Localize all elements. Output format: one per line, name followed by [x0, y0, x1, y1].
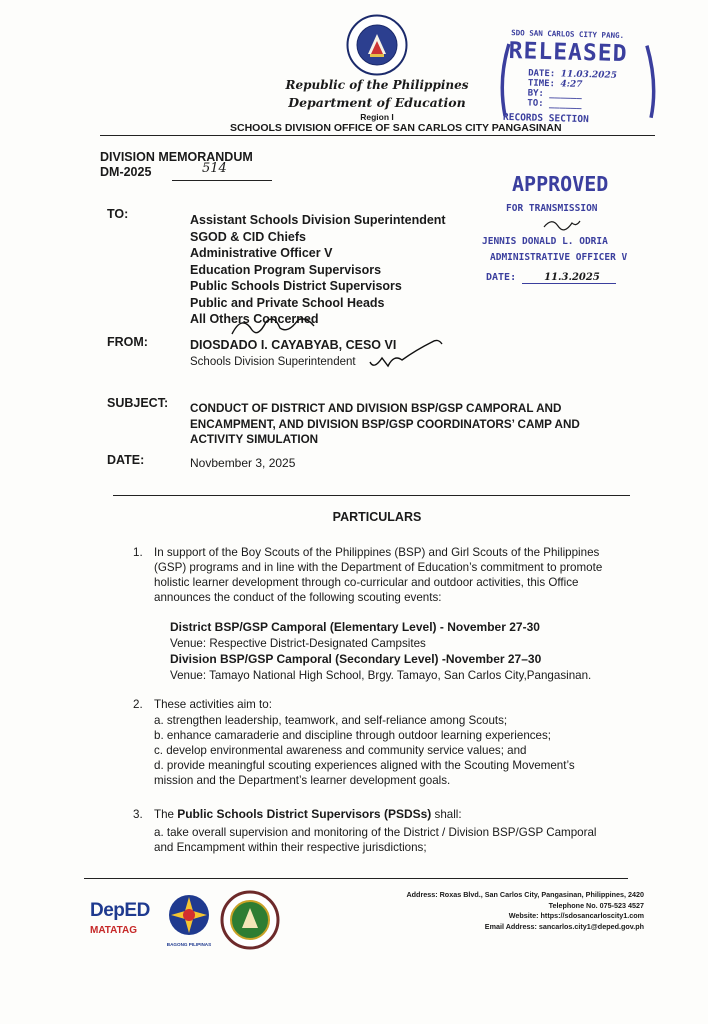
released-stamp: SDO SAN CARLOS CITY PANG. RELEASED DATE: 11.03.2025 TIME: 4:27 BY: ______ TO: ______ RECORDS SECTION: [495, 28, 673, 133]
duty-item: and Encampment within their respective jurisdictions;: [154, 841, 427, 854]
item-3-intro: [154, 807, 462, 822]
item-1-number: 1.: [133, 546, 143, 559]
deped-seal: [346, 14, 408, 76]
recipients-list: [190, 212, 446, 328]
event-2-venue: Venue: Tamayo National High School, Brgy. Tamayo, San Carlos City,Pangasinan.: [170, 669, 592, 682]
recipient: Assistant Schools Division Superintendent: [190, 213, 446, 227]
department-line: Department of Education: [288, 95, 466, 110]
aim-item: mission and the Department’s learner development goals.: [154, 774, 451, 787]
approved-name: JENNIS DONALD L. ODRIA: [482, 236, 608, 247]
memo-number-prefix: DM-2025: [100, 165, 152, 179]
matatag-text: MATATAG: [90, 925, 138, 936]
released-time-value: 4:27: [560, 79, 583, 90]
from-label: FROM:: [107, 335, 148, 349]
approved-date-value: 11.3.2025: [522, 272, 616, 284]
recipient: Education Program Supervisors: [190, 262, 382, 277]
office-line: SCHOOLS DIVISION OFFICE OF SAN CARLOS CITY PANGASINAN: [230, 122, 562, 134]
duty-item: a. take overall supervision and monitoring of the District / Division BSP/GSP Camporal: [154, 826, 597, 839]
particulars-heading: PARTICULARS: [332, 510, 422, 524]
released-date-value: 11.03.2025: [560, 69, 618, 81]
event-1-title: District BSP/GSP Camporal (Elementary Level) - November 27-30: [170, 620, 540, 634]
approved-title: APPROVED: [512, 172, 609, 196]
recipient: Public Schools District Supervisors: [190, 279, 402, 293]
memo-number-value: 514: [172, 161, 272, 181]
item-1-text: [154, 545, 602, 605]
subject-label: SUBJECT:: [107, 396, 169, 410]
aim-item: d. provide meaningful scouting experiences aligned with the Scouting Movement’s: [154, 759, 575, 772]
footer-address-line: Address: Roxas Blvd., San Carlos City, Pangasinan, Philippines, 2420: [406, 890, 644, 899]
subject-text: [190, 401, 580, 448]
recipient: SGOD & CID Chiefs: [190, 229, 306, 244]
to-label: TO:: [107, 207, 129, 221]
released-stamp-top: SDO SAN CARLOS CITY PANG.: [511, 28, 625, 41]
item-1-line: (GSP) programs and in line with the Department of Education’s commitment to promote: [154, 561, 603, 574]
event-2-title: Division BSP/GSP Camporal (Secondary Level) -November 27–30: [170, 652, 542, 666]
item-1-line: In support of the Boy Scouts of the Philippines (BSP) and Girl Scouts of the Philippines: [154, 546, 600, 559]
deped-logo: [90, 900, 152, 948]
initials-mark: [366, 336, 446, 372]
item-2-number: 2.: [133, 698, 143, 711]
sds-signature: [228, 312, 318, 340]
approved-stamp: [472, 172, 672, 296]
item-2-list: [154, 713, 575, 788]
region-line: Region I: [360, 112, 394, 122]
footer-website[interactable]: Website: https://sdosancarloscity1.com: [508, 911, 644, 920]
header-rule: [100, 135, 655, 136]
memo-header-rule: [113, 495, 630, 496]
division-seal: [220, 890, 280, 950]
released-by-label: BY:: [527, 88, 545, 99]
event-1-venue: Venue: Respective District-Designated Campsites: [170, 637, 426, 650]
aim-item: a. strengthen leadership, teamwork, and self-reliance among Scouts;: [154, 714, 508, 727]
from-name: DIOSDADO I. CAYABYAB, CESO VI: [190, 338, 397, 352]
footer-rule: [84, 878, 628, 879]
released-section: RECORDS SECTION: [502, 111, 589, 126]
approved-signature: [542, 215, 582, 233]
aim-item: c. develop environmental awareness and community service values; and: [154, 744, 527, 757]
released-date-label: DATE:: [528, 68, 556, 80]
subject-line: ACTIVITY SIMULATION: [190, 433, 319, 446]
item-3-intro-bold: Public Schools District Supervisors (PSDSs): [177, 807, 432, 821]
recipient: All Others Concerned: [190, 312, 319, 326]
item-3-number: 3.: [133, 808, 143, 821]
approved-date-label: DATE:: [486, 272, 517, 283]
released-to-label: TO:: [527, 98, 544, 109]
republic-line: Republic of the Philippines: [285, 78, 469, 92]
recipient: Public and Private School Heads: [190, 295, 385, 310]
from-title: Schools Division Superintendent: [190, 356, 356, 368]
bagong-pilipinas-logo: [163, 893, 215, 951]
memo-type: DIVISION MEMORANDUM: [100, 150, 253, 164]
footer-telephone: Telephone No. 075-523 4527: [548, 900, 644, 910]
item-2-intro: These activities aim to:: [154, 698, 272, 711]
item-3-intro-suffix: shall:: [434, 808, 462, 821]
bagong-pilipinas-text: BAGONG PILIPINAS: [166, 942, 212, 947]
footer-address: [360, 890, 644, 932]
date-label: DATE:: [107, 453, 145, 467]
footer-email[interactable]: Email Address: sancarlos.city1@deped.gov.ph: [484, 921, 644, 931]
item-1-line: holistic learner development through co-curricular and outdoor activities, this Office: [154, 576, 579, 589]
approved-position: ADMINISTRATIVE OFFICER V: [490, 252, 628, 263]
aim-item: b. enhance camaraderie and discipline through outdoor learning experiences;: [154, 729, 552, 742]
item-1-line: announces the conduct of the following scouting events:: [154, 591, 442, 604]
released-time-label: TIME:: [527, 78, 556, 90]
item-3-intro-prefix: The: [154, 808, 174, 821]
recipient: Administrative Officer V: [190, 246, 333, 260]
subject-line: ENCAMPMENT, AND DIVISION BSP/GSP COORDINATORS’ CAMP AND: [190, 417, 580, 431]
subject-line: CONDUCT OF DISTRICT AND DIVISION BSP/GSP CAMPORAL AND: [190, 402, 562, 415]
item-3-list: [154, 825, 596, 855]
date-value: Novbember 3, 2025: [190, 456, 296, 470]
released-title: RELEASED: [508, 38, 628, 68]
deped-logo-text: DepED: [90, 900, 150, 921]
approved-subtitle: FOR TRANSMISSION: [506, 203, 598, 214]
